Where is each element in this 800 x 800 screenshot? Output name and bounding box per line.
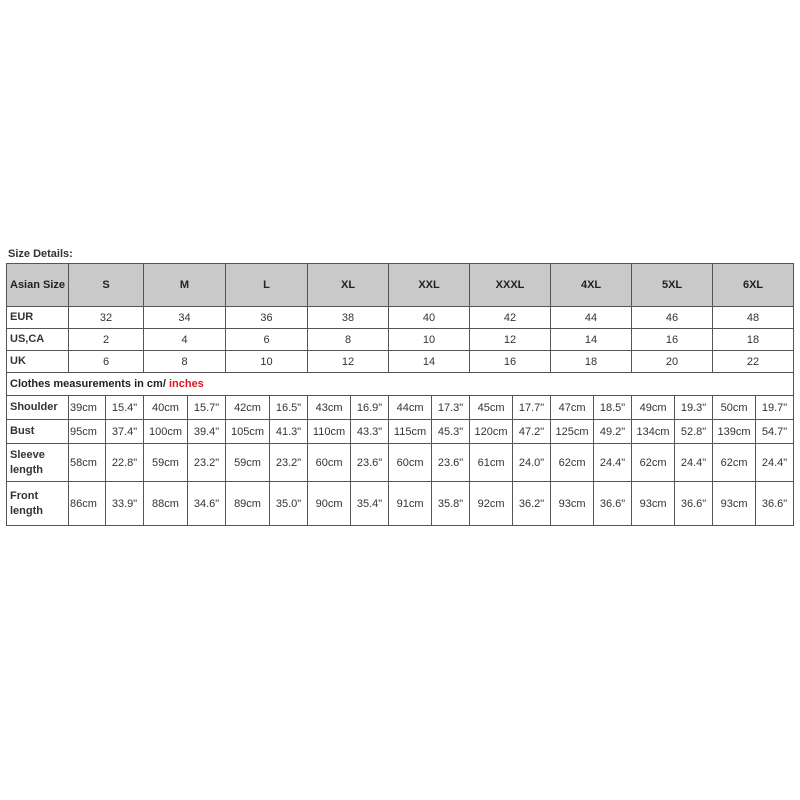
- size-header: S: [69, 264, 144, 307]
- inch-cell: 35.0": [270, 482, 308, 526]
- cm-cell: 60cm: [308, 444, 351, 482]
- table-cell: 14: [389, 351, 470, 373]
- row-label: UK: [7, 351, 69, 373]
- header-row: [7, 264, 794, 307]
- size-header: 4XL: [551, 264, 632, 307]
- table-cell: 6: [226, 329, 308, 351]
- inch-cell: 19.3": [675, 396, 713, 420]
- cm-cell: 39cm: [69, 396, 106, 420]
- cm-cell: 58cm: [69, 444, 106, 482]
- size-header: 5XL: [632, 264, 713, 307]
- row-label: US,CA: [7, 329, 69, 351]
- cm-cell: 93cm: [632, 482, 675, 526]
- cm-cell: 93cm: [551, 482, 594, 526]
- inch-cell: 33.9": [106, 482, 144, 526]
- row-label: EUR: [7, 307, 69, 329]
- table-cell: 42: [470, 307, 551, 329]
- size-row-us-ca: [7, 329, 794, 351]
- inch-cell: 18.5": [594, 396, 632, 420]
- cm-cell: 40cm: [144, 396, 188, 420]
- inch-cell: 45.3": [432, 420, 470, 444]
- table-cell: 6: [69, 351, 144, 373]
- table-cell: 22: [713, 351, 794, 373]
- table-cell: 36: [226, 307, 308, 329]
- cm-cell: 110cm: [308, 420, 351, 444]
- table-cell: 12: [308, 351, 389, 373]
- cm-cell: 42cm: [226, 396, 270, 420]
- cm-cell: 90cm: [308, 482, 351, 526]
- cm-cell: 91cm: [389, 482, 432, 526]
- cm-cell: 125cm: [551, 420, 594, 444]
- inch-cell: 54.7": [756, 420, 794, 444]
- size-header: 6XL: [713, 264, 794, 307]
- table-cell: 20: [632, 351, 713, 373]
- measurements-section-row: [7, 373, 794, 396]
- size-header: L: [226, 264, 308, 307]
- cm-cell: 120cm: [470, 420, 513, 444]
- inch-cell: 15.4": [106, 396, 144, 420]
- table-cell: 8: [308, 329, 389, 351]
- size-row-uk: [7, 351, 794, 373]
- row-label: Sleeve length: [7, 444, 69, 482]
- table-cell: 46: [632, 307, 713, 329]
- table-cell: 12: [470, 329, 551, 351]
- measure-row-bust: [7, 420, 794, 444]
- inch-cell: 41.3": [270, 420, 308, 444]
- header-label: Asian Size: [7, 264, 69, 307]
- size-chart-table: [6, 263, 794, 526]
- cm-cell: 43cm: [308, 396, 351, 420]
- row-label: Bust: [7, 420, 69, 444]
- cm-cell: 139cm: [713, 420, 756, 444]
- page-title: Size Details:: [8, 248, 73, 260]
- inch-cell: 43.3": [351, 420, 389, 444]
- cm-cell: 100cm: [144, 420, 188, 444]
- inch-cell: 23.6": [432, 444, 470, 482]
- inch-cell: 19.7": [756, 396, 794, 420]
- inch-cell: 35.4": [351, 482, 389, 526]
- inch-cell: 16.9": [351, 396, 389, 420]
- cm-cell: 59cm: [144, 444, 188, 482]
- size-header: M: [144, 264, 226, 307]
- cm-cell: 45cm: [470, 396, 513, 420]
- cm-cell: 49cm: [632, 396, 675, 420]
- table-cell: 34: [144, 307, 226, 329]
- cm-cell: 115cm: [389, 420, 432, 444]
- section-heading: [7, 373, 794, 396]
- cm-cell: 60cm: [389, 444, 432, 482]
- cm-cell: 89cm: [226, 482, 270, 526]
- cm-cell: 47cm: [551, 396, 594, 420]
- size-row-eur: [7, 307, 794, 329]
- section-heading-inches: inches: [168, 378, 204, 390]
- inch-cell: 17.7": [513, 396, 551, 420]
- row-label: Front length: [7, 482, 69, 526]
- inch-cell: 39.4": [188, 420, 226, 444]
- cm-cell: 44cm: [389, 396, 432, 420]
- inch-cell: 34.6": [188, 482, 226, 526]
- table-cell: 2: [69, 329, 144, 351]
- cm-cell: 62cm: [713, 444, 756, 482]
- table-cell: 8: [144, 351, 226, 373]
- section-heading-text: Clothes measurements in cm/: [10, 378, 169, 390]
- table-cell: 18: [551, 351, 632, 373]
- inch-cell: 24.4": [594, 444, 632, 482]
- inch-cell: 24.0": [513, 444, 551, 482]
- inch-cell: 24.4": [756, 444, 794, 482]
- cm-cell: 50cm: [713, 396, 756, 420]
- cm-cell: 134cm: [632, 420, 675, 444]
- inch-cell: 23.6": [351, 444, 389, 482]
- measure-row-sleeve-length: [7, 444, 794, 482]
- cm-cell: 86cm: [69, 482, 106, 526]
- cm-cell: 93cm: [713, 482, 756, 526]
- cm-cell: 92cm: [470, 482, 513, 526]
- cm-cell: 62cm: [551, 444, 594, 482]
- cm-cell: 59cm: [226, 444, 270, 482]
- cm-cell: 61cm: [470, 444, 513, 482]
- inch-cell: 17.3": [432, 396, 470, 420]
- table-cell: 10: [226, 351, 308, 373]
- inch-cell: 35.8": [432, 482, 470, 526]
- size-header: XXL: [389, 264, 470, 307]
- table-cell: 16: [632, 329, 713, 351]
- size-header: XL: [308, 264, 389, 307]
- inch-cell: 23.2": [270, 444, 308, 482]
- inch-cell: 22.8": [106, 444, 144, 482]
- table-cell: 4: [144, 329, 226, 351]
- inch-cell: 23.2": [188, 444, 226, 482]
- inch-cell: 36.6": [756, 482, 794, 526]
- table-cell: 32: [69, 307, 144, 329]
- table-cell: 10: [389, 329, 470, 351]
- inch-cell: 36.6": [594, 482, 632, 526]
- table-cell: 44: [551, 307, 632, 329]
- inch-cell: 37.4": [106, 420, 144, 444]
- table-cell: 38: [308, 307, 389, 329]
- cm-cell: 95cm: [69, 420, 106, 444]
- inch-cell: 36.6": [675, 482, 713, 526]
- inch-cell: 52.8": [675, 420, 713, 444]
- cm-cell: 62cm: [632, 444, 675, 482]
- measure-row-shoulder: [7, 396, 794, 420]
- cm-cell: 105cm: [226, 420, 270, 444]
- table-cell: 14: [551, 329, 632, 351]
- table-cell: 40: [389, 307, 470, 329]
- inch-cell: 24.4": [675, 444, 713, 482]
- inch-cell: 47.2": [513, 420, 551, 444]
- measure-row-front-length: [7, 482, 794, 526]
- table-cell: 18: [713, 329, 794, 351]
- inch-cell: 49.2": [594, 420, 632, 444]
- cm-cell: 88cm: [144, 482, 188, 526]
- size-header: XXXL: [470, 264, 551, 307]
- table-cell: 16: [470, 351, 551, 373]
- table-cell: 48: [713, 307, 794, 329]
- inch-cell: 36.2": [513, 482, 551, 526]
- inch-cell: 15.7": [188, 396, 226, 420]
- inch-cell: 16.5": [270, 396, 308, 420]
- row-label: Shoulder: [7, 396, 69, 420]
